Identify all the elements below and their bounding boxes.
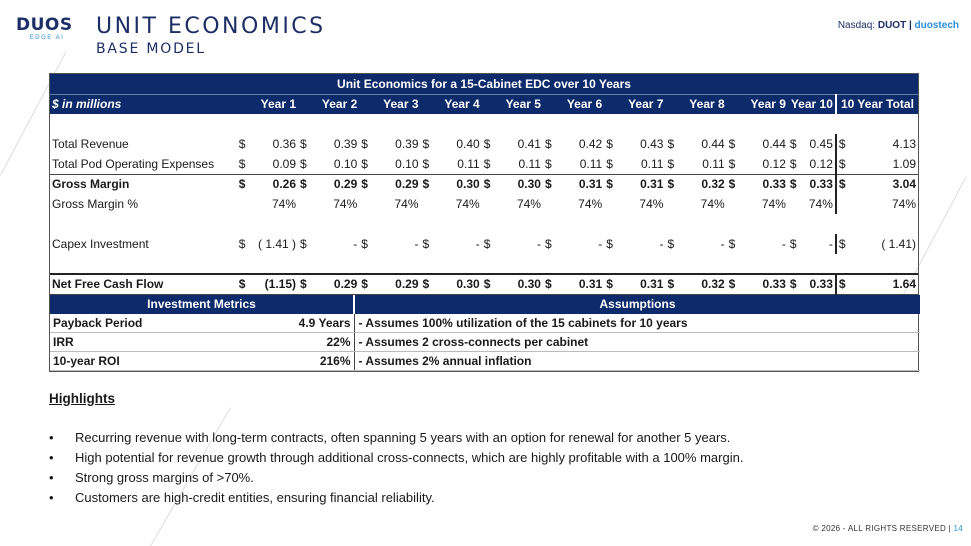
ticker-prefix: Nasdaq: — [837, 20, 878, 31]
page-number: 14 — [953, 524, 963, 533]
currency-symbol: $ — [238, 137, 246, 151]
highlights-list — [49, 428, 949, 508]
currency-symbol: $ — [237, 274, 253, 294]
logo-text: DUOS — [16, 15, 73, 35]
spacer-row — [50, 114, 918, 134]
currency-symbol: $ — [300, 137, 307, 151]
cell-value: 0.10 — [333, 156, 358, 171]
currency-symbol: $ — [836, 174, 852, 194]
bullet-icon: • — [49, 430, 54, 445]
bullet-icon: • — [49, 450, 54, 465]
year-header-3: Year 3 — [359, 94, 420, 114]
cell-value: 0.30 — [498, 274, 543, 294]
currency-symbol: $ — [543, 274, 559, 294]
cell-value: - — [353, 237, 358, 251]
currency-symbol: $ — [483, 156, 491, 171]
cell-value: 0.11 — [579, 156, 603, 171]
cell-value: 0.29 — [376, 274, 421, 294]
ticker-brand: duostech — [914, 20, 959, 31]
cell-value: 0.29 — [314, 174, 359, 194]
currency-symbol: $ — [728, 137, 736, 151]
cell-value: 74% — [455, 197, 480, 211]
total-value: 3.04 — [852, 174, 918, 194]
currency-symbol: $ — [789, 156, 797, 171]
cell-value: 0.11 — [640, 156, 664, 171]
cell-value: - — [720, 237, 725, 251]
cell-value: 0.33 — [743, 174, 788, 194]
currency-symbol: $ — [544, 237, 552, 251]
currency-symbol: $ — [361, 237, 368, 251]
cell-value: - — [828, 237, 833, 251]
total-value: 1.64 — [852, 274, 918, 294]
year-header-10: Year 10 — [788, 94, 836, 114]
cell-value: 0.39 — [333, 137, 358, 151]
currency-symbol: $ — [300, 237, 307, 251]
cell-value: (1.15) — [253, 274, 298, 294]
cell-value: 74% — [333, 197, 358, 211]
currency-symbol: $ — [359, 174, 375, 194]
cell-value: 0.33 — [804, 274, 836, 294]
bullet-icon: • — [49, 490, 54, 505]
metric-value: 4.9 Years — [250, 314, 354, 333]
ticker-label — [838, 20, 959, 31]
currency-symbol: $ — [421, 274, 437, 294]
cell-value: - — [598, 237, 603, 251]
cell-value: 74% — [394, 197, 419, 211]
cell-value: 74% — [272, 197, 297, 211]
currency-symbol: $ — [836, 154, 852, 174]
unit-economics-table-container — [49, 73, 919, 372]
highlight-item — [49, 428, 949, 448]
cell-value: 0.12 — [762, 156, 786, 171]
currency-symbol: $ — [788, 274, 804, 294]
cell-value: 0.43 — [640, 137, 664, 151]
table-row-gross-margin-pct — [50, 194, 918, 214]
page-title: UNIT ECONOMICS — [96, 14, 326, 39]
units-label: $ in millions — [50, 94, 237, 114]
currency-symbol: $ — [606, 137, 613, 151]
table-row-gross-margin — [50, 174, 918, 194]
cell-value: 0.26 — [253, 174, 298, 194]
currency-symbol: $ — [482, 174, 498, 194]
total-value: 4.13 — [892, 137, 916, 151]
cell-value: 0.36 — [272, 137, 297, 151]
currency-symbol: $ — [836, 234, 852, 254]
year-header-2: Year 2 — [298, 94, 359, 114]
highlight-text: Recurring revenue with long-term contracts, often spanning 5 years with an option for renewal for another 5 years. — [75, 430, 731, 445]
cell-value: 74% — [700, 197, 725, 211]
table-row-total-revenue — [50, 134, 918, 154]
cell-value: - — [475, 237, 480, 251]
table-row-capex — [50, 234, 918, 254]
currency-symbol: $ — [422, 137, 430, 151]
metric-row — [50, 314, 920, 333]
logo-subtext: EDGE AI — [29, 35, 65, 41]
currency-symbol: $ — [238, 237, 246, 251]
footer — [813, 524, 963, 533]
currency-symbol: $ — [300, 156, 307, 171]
metric-label: 10-year ROI — [50, 352, 250, 371]
cell-value: 0.30 — [437, 274, 482, 294]
spacer-row — [50, 254, 918, 274]
currency-symbol: $ — [604, 274, 620, 294]
cell-value: 0.41 — [517, 137, 541, 151]
page-subtitle: BASE MODEL — [96, 41, 206, 57]
currency-symbol: $ — [482, 274, 498, 294]
cell-value: 0.29 — [376, 174, 421, 194]
cell-value: 0.11 — [457, 156, 480, 171]
metric-row — [50, 333, 920, 352]
currency-symbol: $ — [727, 174, 743, 194]
table-row-pod-opex — [50, 154, 918, 174]
cell-value: 74% — [578, 197, 603, 211]
currency-symbol: $ — [789, 237, 797, 251]
cell-value: 0.44 — [701, 137, 725, 151]
cell-value: 0.31 — [559, 274, 604, 294]
cell-value: 0.33 — [743, 274, 788, 294]
highlight-text: Customers are high-credit entities, ensuring financial reliability. — [75, 490, 435, 505]
assumption-text: - Assumes 2% annual inflation — [354, 352, 920, 371]
currency-symbol: $ — [361, 156, 368, 171]
currency-symbol: $ — [359, 274, 375, 294]
currency-symbol: $ — [543, 174, 559, 194]
cell-value: 0.42 — [578, 137, 603, 151]
currency-symbol: $ — [237, 174, 253, 194]
cell-value: 0.39 — [395, 137, 419, 151]
highlight-item — [49, 468, 949, 488]
metric-value: 216% — [250, 352, 354, 371]
cell-value: 0.12 — [809, 156, 833, 171]
currency-symbol: $ — [728, 156, 736, 171]
total-value: ( 1.41) — [881, 237, 916, 251]
metric-value: 22% — [250, 333, 354, 352]
currency-symbol: $ — [238, 156, 246, 171]
table-title-row — [50, 74, 918, 94]
total-header: 10 Year Total — [836, 94, 918, 114]
total-value: 1.09 — [892, 156, 916, 171]
currency-symbol: $ — [727, 274, 743, 294]
ticker-symbol: DUOT — [877, 20, 907, 31]
year-header-1: Year 1 — [237, 94, 298, 114]
cell-value: 0.31 — [559, 174, 604, 194]
metric-label: Payback Period — [50, 314, 250, 333]
highlight-item — [49, 488, 949, 508]
cell-value: 0.32 — [682, 174, 727, 194]
cell-value: 0.32 — [682, 274, 727, 294]
assumption-text: - Assumes 100% utilization of the 15 cabinets for 10 years — [354, 314, 920, 333]
cell-value: - — [659, 237, 664, 251]
cell-value: 0.31 — [621, 274, 666, 294]
currency-symbol: $ — [483, 137, 491, 151]
highlight-text: Strong gross margins of >70%. — [75, 470, 254, 485]
cell-value: 0.09 — [272, 156, 297, 171]
currency-symbol: $ — [298, 274, 314, 294]
cell-value: 0.30 — [498, 174, 543, 194]
investment-metrics-header: Investment Metrics — [50, 295, 354, 314]
year-header-5: Year 5 — [482, 94, 543, 114]
cell-value: - — [781, 237, 786, 251]
highlight-text: High potential for revenue growth through additional cross-connects, which are highly profitable with a 100% margin. — [75, 450, 744, 465]
cell-value: 74% — [761, 197, 786, 211]
cell-value: - — [536, 237, 541, 251]
currency-symbol: $ — [606, 156, 613, 171]
row-label: Total Revenue — [52, 137, 129, 151]
table-header-row — [50, 94, 918, 114]
currency-symbol: $ — [544, 137, 552, 151]
currency-symbol: $ — [298, 174, 314, 194]
currency-symbol: $ — [789, 137, 797, 151]
metric-row — [50, 352, 920, 371]
table-title: Unit Economics for a 15-Cabinet EDC over 10 Years — [50, 74, 918, 94]
year-header-6: Year 6 — [543, 94, 604, 114]
unit-economics-table — [50, 74, 918, 295]
spacer-row — [50, 214, 918, 234]
cell-value: 0.29 — [314, 274, 359, 294]
cell-value: 0.44 — [762, 137, 786, 151]
currency-symbol: $ — [667, 137, 675, 151]
currency-symbol: $ — [422, 156, 430, 171]
metrics-table — [50, 295, 920, 372]
assumption-text: - Assumes 2 cross-connects per cabinet — [354, 333, 920, 352]
highlights-heading: Highlights — [49, 391, 115, 406]
currency-symbol: $ — [483, 237, 491, 251]
metrics-header-row — [50, 295, 920, 314]
row-label: Net Free Cash Flow — [50, 274, 237, 294]
row-label: Total Pod Operating Expenses — [52, 156, 215, 171]
table-row-nfcf — [50, 274, 918, 294]
cell-value: 0.11 — [518, 156, 541, 171]
copyright-text: © 2026 - ALL RIGHTS RESERVED | — [812, 524, 954, 533]
year-header-7: Year 7 — [604, 94, 665, 114]
currency-symbol: $ — [665, 174, 681, 194]
year-header-8: Year 8 — [665, 94, 726, 114]
ticker-separator: | — [906, 20, 915, 31]
highlight-item — [49, 448, 949, 468]
currency-symbol: $ — [422, 237, 430, 251]
year-header-4: Year 4 — [421, 94, 482, 114]
duos-logo — [16, 16, 78, 50]
currency-symbol: $ — [788, 174, 804, 194]
year-header-9: Year 9 — [727, 94, 788, 114]
cell-value: 0.30 — [437, 174, 482, 194]
cell-value: 74% — [808, 197, 833, 211]
currency-symbol: $ — [665, 274, 681, 294]
row-label: Gross Margin — [50, 174, 237, 194]
currency-symbol: $ — [544, 156, 552, 171]
currency-symbol: $ — [836, 134, 852, 154]
cell-value: 74% — [516, 197, 541, 211]
row-label: Gross Margin % — [52, 197, 139, 211]
cell-value: - — [414, 237, 419, 251]
cell-value: ( 1.41 ) — [258, 237, 297, 251]
currency-symbol: $ — [604, 174, 620, 194]
currency-symbol: $ — [728, 237, 736, 251]
currency-symbol: $ — [606, 237, 613, 251]
cell-value: 0.40 — [456, 137, 480, 151]
row-label: Capex Investment — [52, 237, 149, 251]
metric-label: IRR — [50, 333, 250, 352]
currency-symbol: $ — [667, 156, 675, 171]
cell-value: 74% — [639, 197, 664, 211]
assumptions-header: Assumptions — [354, 295, 920, 314]
cell-value: 0.11 — [702, 156, 725, 171]
cell-value: 0.33 — [804, 174, 836, 194]
total-value: 74% — [836, 194, 918, 214]
cell-value: 0.45 — [809, 137, 833, 151]
currency-symbol: $ — [836, 274, 852, 294]
currency-symbol: $ — [361, 137, 368, 151]
bullet-icon: • — [49, 470, 54, 485]
currency-symbol: $ — [667, 237, 675, 251]
cell-value: 0.10 — [395, 156, 419, 171]
cell-value: 0.31 — [621, 174, 666, 194]
currency-symbol: $ — [421, 174, 437, 194]
